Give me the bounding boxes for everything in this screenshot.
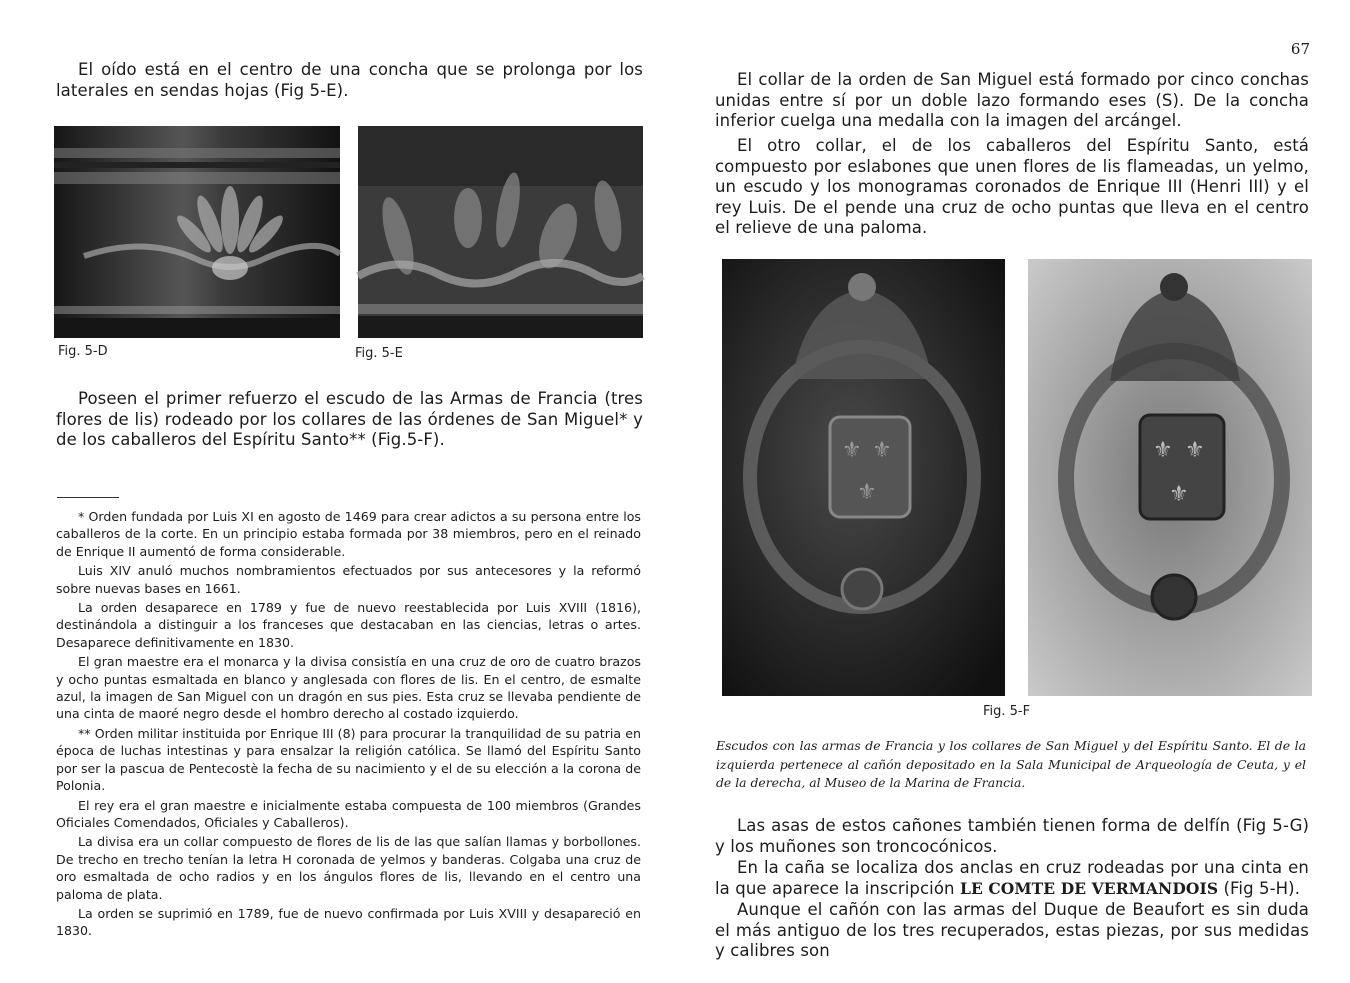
fig-5d-image — [54, 126, 340, 338]
fig-5d-photo — [54, 126, 340, 338]
inscription-text: LE COMTE DE VERMANDOIS — [959, 878, 1219, 898]
fig-5f-right-photo — [1028, 259, 1312, 696]
intro-text: El oído está en el centro de una concha que se prolonga por los laterales en sendas hojas (Fig 5-E). — [56, 60, 643, 100]
footnote: * Orden fundada por Luis XI en agosto de 1469 para crear adictos a su persona entre los caballeros de la corte. En un principio estaba formada por 38 miembros, pero en el reinado de Enrique II aumentó de forma considerable. — [56, 509, 641, 559]
right-paragraph-3 — [715, 816, 1309, 857]
svg-text:⚜: ⚜ — [872, 438, 892, 463]
svg-text:⚜: ⚜ — [1185, 438, 1205, 463]
intro-paragraph — [56, 60, 643, 101]
escudo-museo-marina-image — [1028, 259, 1312, 696]
footnote: La divisa era un collar compuesto de flores de lis de las que salían llamas y borbollones. De trecho en trecho tenían la letra H coronada de yelmos y banderas. Colgaba una cruz de oro esmaltada de ocho radios y en los ángulos flores de lis, llevando en el centro una paloma de plata. — [56, 834, 641, 902]
para3-text: Las asas de estos cañones también tienen forma de delfín (Fig 5-G) y los muñones son troncocónicos. — [715, 816, 1309, 856]
fig-5d-caption: Fig. 5-D — [58, 344, 108, 359]
footnote-divider — [57, 497, 119, 498]
footnote: La orden se suprimió en 1789, fue de nuevo confirmada por Luis XVIII y desapareció en 1830. — [56, 905, 641, 939]
footnote: La orden desaparece en 1789 y fue de nuevo reestablecida por Luis XVIII (1816), destinándola a distinguir a los franceses que destacaban en las ciencias, letras o artes. Desaparece definitivamente en 1830. — [56, 600, 641, 650]
para2-text: El otro collar, el de los caballeros del Espíritu Santo, está compuesto por eslabones que unen flores de lis flameadas, un yelmo, un escudo y los monogramas coronados de Enrique III (Henri III) y el rey Luis. De el pende una cruz de ocho puntas que lleva en el centro el relieve de una paloma. — [715, 136, 1309, 237]
footnote: El rey era el gran maestre e inicialmente estaba compuesta de 100 miembros (Grandes Oficiales Comendados, Oficiales y Caballeros). — [56, 797, 641, 830]
para4-text-before: En la caña se localiza dos anclas en cruz rodeadas por una cinta en la que aparece la inscripción — [715, 858, 1309, 898]
svg-text:⚜: ⚜ — [1169, 482, 1189, 507]
right-paragraph-5 — [715, 900, 1309, 960]
right-paragraph-4 — [715, 858, 1309, 899]
footnotes — [56, 508, 641, 942]
para5-text: Aunque el cañón con las armas del Duque de Beaufort es sin duda el más antiguo de los tres recuperados, estas piezas, por sus medidas y calibres son — [715, 900, 1309, 960]
footnote: Luis XIV anuló muchos nombramientos efectuados por sus antecesores y la reformó sobre nuevas bases en 1661. — [56, 563, 641, 596]
para1-text: El collar de la orden de San Miguel está formado por cinco conchas unidas entre sí por un doble lazo formando eses (S). De la concha inferior cuelga una medalla con la imagen del arcángel. — [715, 70, 1309, 130]
right-paragraph-1 — [715, 70, 1309, 132]
body-text: Poseen el primer refuerzo el escudo de las Armas de Francia (tres flores de lis) rodeado por los collares de las órdenes de San Miguel* y de los caballeros del Espíritu Santo** (Fig.5-F). — [56, 389, 643, 449]
page-number: 67 — [1290, 40, 1310, 58]
svg-text:⚜: ⚜ — [857, 480, 877, 505]
escudo-ceuta-image — [722, 259, 1005, 696]
para4-text-after: (Fig 5-H). — [1218, 878, 1301, 898]
fig-5f-left-photo — [722, 259, 1005, 696]
footnote: ** Orden militar instituida por Enrique III (8) para procurar la tranquilidad de su patria en época de luchas intestinas y para ensalzar la religión católica. Se llamó del Espíritu Santo por ser la pascua de Pentecostè la fecha de su nacimiento y el de su elección a la corona de Polonia. — [56, 725, 641, 794]
fig-5f-caption: Fig. 5-F — [983, 704, 1031, 719]
fig-5e-photo — [358, 126, 643, 338]
svg-text:⚜: ⚜ — [1153, 438, 1173, 463]
svg-text:⚜: ⚜ — [842, 438, 862, 463]
right-paragraph-2 — [715, 136, 1309, 239]
body-paragraph — [56, 389, 643, 451]
fig-5e-caption: Fig. 5-E — [355, 346, 403, 361]
figure-description: Escudos con las armas de Francia y los collares de San Miguel y del Espíritu Santo. El de la izquierda pertenece al cañón depositado en la Sala Municipal de Arqueología de Ceuta, y el de la derecha, al Museo de la Marina de Francia. — [716, 738, 1306, 790]
fig-5e-image — [358, 126, 643, 338]
footnote: El gran maestre era el monarca y la divisa consistía en una cruz de oro de cuatro brazos y ocho puntas esmaltada en blanco y anglesada con flores de lis. En el centro, de esmalte azul, la imagen de San Miguel con un dragón en sus pies. Esta cruz se llevaba pendiente de una cinta de maoré negro desde el hombro derecho al costado izquierdo. — [56, 654, 641, 722]
